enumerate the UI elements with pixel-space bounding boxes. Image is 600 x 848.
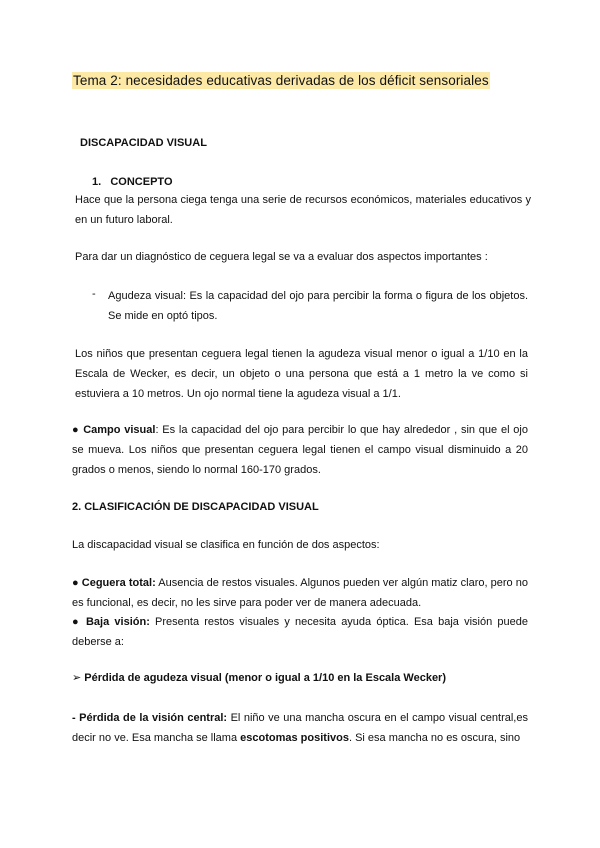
- section-heading-clasificacion: 2. CLASIFICACIÓN DE DISCAPACIDAD VISUAL: [72, 501, 319, 513]
- vision-central-label: Pérdida de la visión central:: [79, 712, 228, 724]
- perdida-agudeza-text: Pérdida de agudeza visual (menor o igual a 1/10 en la Escala Wecker): [84, 672, 447, 684]
- paragraph-clasificacion: La discapacidad visual se clasifica en función de dos aspectos:: [72, 539, 380, 551]
- paragraph-diagnostico: Para dar un diagnóstico de ceguera legal se va a evaluar dos aspectos importantes :: [75, 251, 488, 263]
- campo-visual-text: : Es la capacidad del ojo para percibir lo que hay alrededor , sin que el ojo se mueva. Los niños que presentan ceguera legal tienen el campo visual disminuido a 20 grados o menos, siendo lo normal 160-170 grados.: [72, 424, 528, 476]
- paragraph-ceguera-total: [72, 573, 528, 613]
- dash-bullet: -: [92, 288, 96, 300]
- baja-vision-label: Baja visión:: [85, 616, 150, 628]
- bullet-icon: ●: [72, 424, 80, 436]
- paragraph-agudeza-visual: Agudeza visual: Es la capacidad del ojo para percibir la forma o figura de los objetos. Se mide en optó tipos.: [108, 290, 528, 322]
- bullet-icon: ●: [72, 577, 79, 589]
- concepto-number: 1.: [92, 176, 102, 188]
- paragraph-campo-visual: [72, 420, 528, 480]
- document-title: Tema 2: necesidades educativas derivadas de los déficit sensoriales: [73, 73, 489, 88]
- vision-central-text-2: . Si esa mancha no es oscura, sino: [348, 732, 521, 744]
- escotomas-positivos: escotomas positivos: [240, 732, 349, 744]
- paragraph-recursos: Hace que la persona ciega tenga una serie de recursos económicos, materiales educativos y en un futuro laboral.: [75, 194, 531, 226]
- central-prefix: -: [72, 712, 80, 724]
- ceguera-total-label: Ceguera total:: [81, 577, 156, 589]
- bullet-icon: ●: [72, 616, 81, 628]
- paragraph-vision-central: [72, 708, 528, 748]
- ceguera-total-text: Ausencia de restos visuales. Algunos pueden ver algún matiz claro, pero no es funcional, es decir, no les sirve para poder ver de manera adecuada.: [72, 577, 528, 609]
- baja-vision-text: Presenta restos visuales y necesita ayuda óptica. Esa baja visión puede deberse a:: [72, 616, 528, 648]
- section-heading-discapacidad-visual: DISCAPACIDAD VISUAL: [80, 137, 207, 149]
- paragraph-ceguera-legal: Los niños que presentan ceguera legal tienen la agudeza visual menor o igual a 1/10 en la Escala de Wecker, es decir, un objeto o una persona que está a 1 metro la ve como si estuviera a 10 metros. Un ojo normal tiene la agudeza visual a 1/1.: [75, 348, 528, 400]
- vision-central-text-1: El niño ve una mancha oscura en el campo visual central,es decir no ve. Esa mancha se llama: [72, 712, 528, 744]
- arrow-icon: ➢: [72, 672, 82, 684]
- campo-visual-label: Campo visual: [83, 424, 156, 436]
- heading-perdida-agudeza: [72, 668, 528, 688]
- subheading-concepto: [92, 176, 173, 188]
- paragraph-baja-vision: [72, 612, 528, 652]
- concepto-label: CONCEPTO: [110, 176, 173, 188]
